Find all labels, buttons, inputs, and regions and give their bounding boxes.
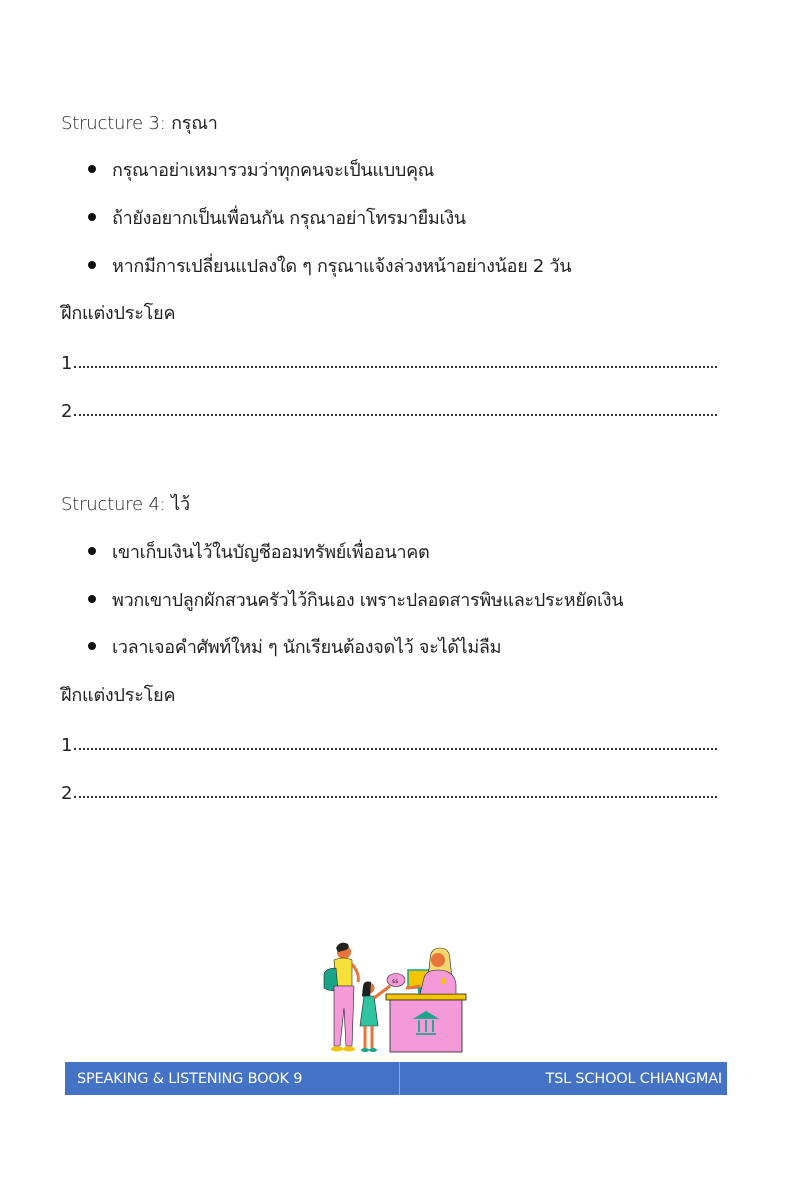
- example-text: กรุณาอย่าเหมารวมว่าทุกคนจะเป็นแบบคุณ: [112, 160, 435, 181]
- practice-line-2[interactable]: [61, 399, 717, 424]
- bullet-icon: [88, 642, 96, 650]
- practice-label: ฝึกแต่งประโยค: [61, 685, 176, 706]
- line-number: 2: [61, 783, 73, 804]
- footer-book-title: SPEAKING & LISTENING BOOK 9: [77, 1070, 303, 1087]
- dotted-answer-line: [74, 399, 717, 416]
- practice-line-2[interactable]: [61, 781, 717, 806]
- footer-bar: [65, 1062, 727, 1095]
- line-number: 1: [61, 353, 73, 374]
- bullet-icon: [88, 547, 96, 555]
- dotted-answer-line: [74, 733, 717, 750]
- section-heading-structure-4: Structure 4: ไว้: [61, 494, 190, 515]
- example-bullet: [88, 159, 434, 183]
- example-text: ถ้ายังอยากเป็นเพื่อนกัน กรุณาอย่าโทรมายืมเงิน: [112, 208, 466, 229]
- practice-label: ฝึกแต่งประโยค: [61, 303, 176, 324]
- svg-text:$$: $$: [392, 979, 399, 985]
- section-heading-structure-3: Structure 3: กรุณา: [61, 113, 218, 134]
- example-bullet: [88, 207, 466, 231]
- practice-line-1[interactable]: [61, 733, 717, 758]
- bullet-icon: [88, 595, 96, 603]
- example-text: เวลาเจอคำศัพท์ใหม่ ๆ นักเรียนต้องจดไว้ จะได้ไม่ลืม: [112, 637, 502, 658]
- bullet-icon: [88, 213, 96, 221]
- example-bullet: [88, 636, 501, 660]
- bullet-icon: [88, 165, 96, 173]
- bullet-icon: [88, 261, 96, 269]
- example-text: หากมีการเปลี่ยนแปลงใด ๆ กรุณาแจ้งล่วงหน้าอย่างน้อย 2 วัน: [112, 256, 572, 277]
- line-number: 1: [61, 735, 73, 756]
- practice-line-1[interactable]: [61, 351, 717, 376]
- example-bullet: [88, 541, 429, 565]
- dotted-answer-line: [74, 351, 717, 368]
- example-bullet: [88, 589, 623, 613]
- bank-savings-illustration: [316, 938, 468, 1054]
- example-text: เขาเก็บเงินไว้ในบัญชีออมทรัพย์เพื่ออนาคต: [112, 542, 430, 563]
- footer-school-name: TSL SCHOOL CHIANGMAI: [545, 1070, 722, 1087]
- example-text: พวกเขาปลูกผักสวนครัวไว้กินเอง เพราะปลอดสารพิษและประหยัดเงิน: [112, 590, 624, 611]
- example-bullet: [88, 255, 571, 279]
- dotted-answer-line: [74, 781, 717, 798]
- line-number: 2: [61, 401, 73, 422]
